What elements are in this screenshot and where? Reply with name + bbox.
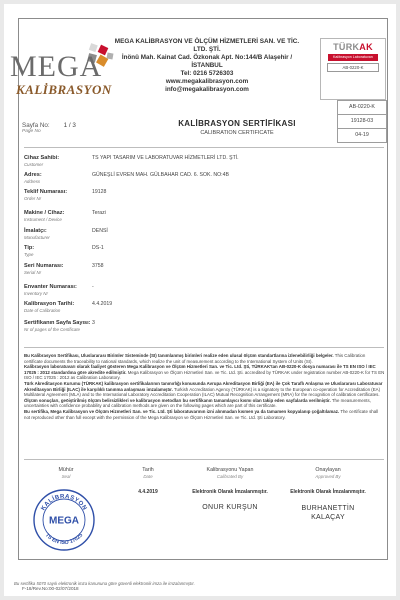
turkak-accreditation-mark [320, 38, 386, 100]
signature-calibrated-by: Kalibrasyonu Yapan Calibrated By Elektronik Olarak İmzalanmıştır. ONUR KURŞUN [186, 467, 274, 511]
company-website: www.megakalibrasyon.com [165, 78, 249, 85]
statement-traceability: Bu Kalibrasyon Sertifikası, Uluslararası Birimler Sisteminde (SI) tanımlanmış birimleri realize eden ulusal ölçüm standartlarına izlenebilirliği belgeler. This Calibration certificate documents the traceability to national standards, which realize the unit of measurement according to the International System of Units (SI). [24, 353, 366, 364]
field-value: GÜNEŞLİ EVREN MAH. GÜLBAHAR CAD. 6. SOK. NO:4B [92, 172, 229, 178]
company-info [112, 38, 302, 94]
signature-date-value: 4.4.2019 [138, 489, 158, 495]
field-value: 19128 [92, 189, 107, 195]
svg-text:KALİBRASYON: KALİBRASYON [40, 493, 88, 512]
statement-accreditation: Kalibrasyon laboratuvarı olarak faaliyet gösteren Mega Kalibrasyon ve Ölçüm Hizmetleri San. ve Tic. Ltd. Şti, TÜRKAK'tan AB-0220-K dosya numarası ile TS EN ISO / IEC 17025 : 2012 standardına göre akredite edilmiştir. Mega Kalibrasyon ve Ölçüm Hizmetleri San. ve Tic. Ltd. Şti. accredited by TÜRKAK under registration number AB-0220-K for TS EN ISO / IEC 17025 : 2012 as Calibration Laboratory. [24, 364, 385, 381]
statement-results: Ölçüm sonuçları, geöiştirilmiş ölçüm belirsizlikleri ve kalibrasyon metodları bu sertifikanın tamamlayıcı kısmı olan takip eden sayfalarda verilmiştir. The measurements, uncertainties with confidence probability and calibration methods are given on the following pages which are part of this certificate. [24, 397, 371, 409]
company-stamp [32, 488, 96, 552]
certificate-page: MEGA KALİBRASYON MEGA KALİBRASYON VE ÖLÇÜM HİZMETLERİ SAN. VE TİC. LTD. ŞTİ. İnönü Mah. Kainat Cad. Özkonak Apt. No:144/B Alaşehir / İSTANBUL Tel: 0216 5726303 www.megakalibrasyon.com info@megakalibrasyon.com TÜRKAK Kalibrasyon Laboratuvarı AB-0220-K Sayfa No: 1 / 3 Page No KALİBRASYON SERTİFİKASI CALIBRATION CERTIFICATE AB-0220-K 19128-03 04-19 Cihaz Sahibi: Customer TS YAPI TASARIM VE LABORATUVAR HİZMETLERİ LTD. ŞTİ. Adres: Address GÜNEŞLİ EVREN MAH. GÜLBAHAR CAD. 6. SOK. NO:4B Teklif Numarası: Order Nr 19128 Makine / Cihaz: Instrument / Device Terazi İmalatçı: Manufacturer DENSİ Tip: Type DS-1 Seri Numarası: Serial Nr 3758 Envanter Numarası: Inventory Nr - Kalibrasyon Tarihi: Date of Calibration 4.4.2019 Sertifikanın Sayfa Sayısı: Nr of pages of the Certificate 3 Bu Kalibrasyon Sertifikası, Uluslararası Birimler Sisteminde (SI) tanımlanmış birimleri realize eden ulusal ölçüm standartlarına izlenebilirliği belgeler. This Calibration certificate documents the traceability to national standards, which realize the unit of measurement according to the International System of Units (SI). Kalibrasyon laboratuvarı olarak faaliyet gösteren Mega Kalibrasyon ve Ölçüm Hizmetleri San. ve Tic. Ltd. Şti, TÜRKAK'tan AB-0220-K dosya numarası ile TS EN ISO / IEC 17025 : 2012 standardına göre akredite edilmiştir. Mega Kalibrasyon ve Ölçüm Hizmetleri San. ve Tic. Ltd. Şti. accredited by TÜRKAK under registration number AB-0220-K for TS EN ISO / IEC 17025 : 2012 as Calibration Laboratory. Türk Akreditasyon Kurumu (TÜRKAK) kalibrasyon sertifikalarının tanınırlığı konusunda Avrupa Akreditasyon Birliği (EA) ile Çok Taraflı Anlaşma ve Uluslararası Laboratuvar Akreditasyon Birliği (ILAC) ile karşılıklı tanınma anlaşması imzalamıştır. Turkish Accreditation Agency (TÜRKAK) is a signatory to the European co-operation for Accreditation (EA) Multilateral Agreement (MLA) and to the International Laboratory Accreditation Cooperation (ILAC) Mutual Recognition Arrangement (MRA) for the recognition of calibration certificates. Ölçüm sonuçları, geöiştirilmiş ölçüm belirsizlikleri ve kalibrasyon metodları bu sertifikanın tamamlayıcı kısmı olan takip eden sayfalarda verilmiştir. The measurements, uncertainties with confidence probability and calibration methods are given on the following pages which are part of this certificate. Bu sertifika, Mega Kalibrasyon ve Ölçüm Hizmetleri San. ve Tic. Ltd. Şti laboratuvarının izni alınmadan kısmen ya da tamamen kopyalanıp çoğaltılamaz. The certificate shall not reproduced other than full except with the permission of the Mega Kalibrasyon ve Ölçüm Hizmetleri San. ve Tic. Ltd. Şti Laboratory. Mühür Seal Tarih Date 4.4.2019 Kalibrasyonu Yapan Calibrated By Elektronik Olarak İmzalanmıştır. ONUR KURŞUN Onaylayan Approved By Elektronik Olarak İmzalanmıştır. BURHANETTİN KALAÇAY KALİBRASYON TS EN ISO 17025 MEGA Bu sertifika 5070 sayılı elektronik imza kanununa göre güvenli elektronik imza ile imzalanmıştır. [4, 4, 396, 596]
divider [24, 147, 384, 148]
field-value: - [92, 284, 94, 290]
ref-box-accreditation: AB-0220-K [337, 100, 387, 115]
svg-text:MEGA: MEGA [49, 515, 79, 527]
divider [24, 459, 384, 460]
field-value: 3 [92, 320, 95, 326]
signature-approved-by: Onaylayan Approved By Elektronik Olarak İmzalanmıştır. BURHANETTİN KALAÇAY [290, 467, 366, 521]
logo-mega-text: MEGA [10, 50, 103, 83]
company-email: info@megakalibrasyon.com [165, 86, 249, 93]
divider [24, 347, 384, 348]
company-phone: Tel: 0216 5726303 [180, 70, 234, 77]
statement-copyright: Bu sertifika, Mega Kalibrasyon ve Ölçüm Hizmetleri San. ve Tic. Ltd. Şti laboratuvarının izni alınmadan kısmen ya da tamamen kopyalanıp çoğaltılamaz. The certificate shall not reproduced other than full except with the permission of the Mega Kalibrasyon ve Ölçüm Hizmetleri San. ve Tic. Ltd. Şti Laboratory. [24, 408, 379, 420]
turkak-code: AB-0220-K [327, 63, 379, 72]
field-value: Terazi [92, 210, 106, 216]
certificate-title [172, 119, 302, 136]
logo-subtext: KALİBRASYON [16, 82, 112, 97]
ref-box-certificate-no: 19128-03 [337, 114, 387, 129]
signature-seal: Mühür Seal [58, 467, 74, 479]
field-value: DENSİ [92, 228, 108, 234]
field-value: DS-1 [92, 245, 104, 251]
svg-text:TS EN ISO 17025: TS EN ISO 17025 [43, 532, 85, 547]
page-number: Sayfa No: 1 / 3 Page No [22, 122, 76, 134]
signature-date: Tarih Date 4.4.2019 [104, 467, 192, 495]
statement-recognition: Türk Akreditasyon Kurumu (TÜRKAK) kalibrasyon sertifikalarının tanınırlığı konusunda Avrupa Akreditasyon Birliği (EA) ile Çok Taraflı Anlaşma ve Uluslararası Laboratuvar Akreditasyon Birliği (ILAC) ile karşılıklı tanınma anlaşması imzalamıştır. Turkish Accreditation Agency (TÜRKAK) is a signatory to the European co-operation for Accreditation (EA) Multilateral Agreement (MLA) and to the International Laboratory Accreditation Cooperation (ILAC) Mutual Recognition Arrangement (MRA) for the recognition of calibration certificates. [24, 380, 383, 398]
title-sub: CALIBRATION CERTIFICATE [200, 130, 274, 136]
field-value: 3758 [92, 263, 104, 269]
turkak-lab-label: Kalibrasyon Laboratuvarı [328, 54, 378, 61]
turkak-logo: TÜRKAK [333, 42, 373, 52]
company-address: İnönü Mah. Kainat Cad. Özkonak Apt. No:144/B Alaşehir / İSTANBUL [121, 54, 293, 69]
mega-logo [10, 42, 118, 100]
company-name: MEGA KALİBRASYON VE ÖLÇÜM HİZMETLERİ SAN. VE TİC. LTD. ŞTİ. [114, 38, 300, 53]
field-value: TS YAPI TASARIM VE LABORATUVAR HİZMETLERİ LTD. ŞTİ. [92, 155, 239, 161]
field-value: 4.4.2019 [92, 301, 113, 307]
title-main: KALİBRASYON SERTİFİKASI [178, 119, 296, 128]
form-code: F-18/Rev.No:00-02/07/2018 [22, 586, 79, 591]
certificate-statements [24, 353, 385, 420]
ref-box-date: 04-19 [337, 128, 387, 143]
e-signature-note: Bu sertifika 5070 sayılı elektronik imza kanununa göre güvenli elektronik imza ile imzalanmıştır. [14, 581, 195, 586]
calibrator-name: ONUR KURŞUN [202, 504, 258, 511]
page-number-value: 1 / 3 [63, 122, 76, 129]
approver-name: BURHANETTİN KALAÇAY [301, 505, 355, 521]
